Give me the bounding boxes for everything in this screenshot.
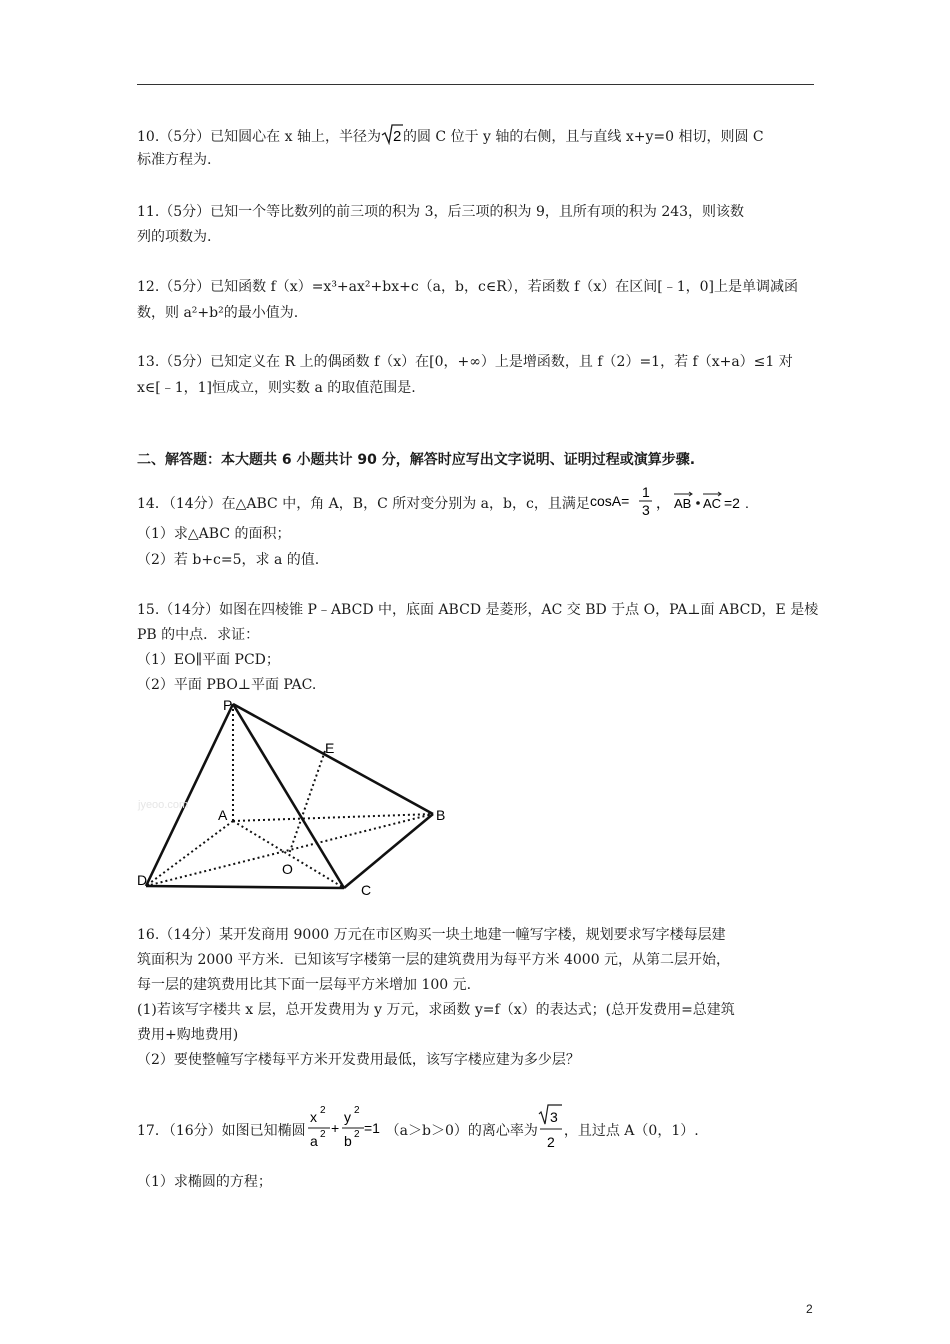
q11-line1: 11.（5分）已知一个等比数列的前三项的积为 3，后三项的积为 9，且所有项的积为 243，则该数 [137,204,745,220]
label-o: O [282,861,293,877]
watermark-text: jyeoo.com [138,799,189,811]
q13-line2: x∈[﹣1，1]恒成立，则实数 a 的取值范围是. [137,380,416,396]
frac-y: y [343,1109,351,1125]
q12-line1: 12.（5分）已知函数 f（x）=x³+ax²+bx+c（a，b，c∈R），若函数 f（x）在区间[﹣1，0]上是单调减函 [137,279,798,295]
frac-den: 3 [641,502,650,518]
label-d: D [137,872,148,888]
q10-text-b: 的圆 C 位于 y 轴的右侧，且与直线 x+y=0 相切，则圆 C [402,129,764,145]
sup-b: 2 [353,1129,360,1140]
q11-line2: 列的项数为. [137,229,212,245]
q15-line2: PB 的中点．求证： [137,627,260,643]
q14-text: 14．（14分）在△ABC 中，角 A，B，C 所对变分别为 a，b，c，且满足 [137,496,590,512]
frac-x: x [309,1109,317,1125]
header-rule [137,84,814,85]
q15-sub1: （1）EO∥平面 PCD； [137,652,280,668]
label-p: P [223,697,233,713]
q17-sub1: （1）求椭圆的方程； [137,1174,272,1190]
dot-rhs: =2 [723,495,740,511]
page-number: 2 [806,1302,813,1316]
vec-ac: AC [702,496,721,511]
cos-a-formula [590,484,760,524]
q15-sub2: （2）平面 PBO⊥平面 PAC. [137,677,317,693]
sup-a: 2 [319,1129,326,1140]
ellipse-formula [306,1102,386,1160]
svg-text:，: ， [655,495,670,511]
q10-text-a: 10.（5分）已知圆心在 x 轴上，半径为 [137,129,381,145]
q15-line1: 15.（14分）如图在四棱锥 P﹣ABCD 中，底面 ABCD 是菱形，AC 交 BD 于点 O，PA⊥面 ABCD，E 是棱 [137,602,819,618]
den-two: 2 [546,1134,555,1150]
q17-prefix: 17．（16分）如图已知椭圆 [137,1123,306,1139]
sqrt-two-value: 2 [392,128,402,145]
label-e: E [325,740,335,756]
sup-y: 2 [353,1105,360,1116]
frac-a: a [309,1133,318,1149]
eccentricity-formula [538,1102,564,1160]
eq-one: =1 [363,1120,380,1136]
q17-cond: （a＞b＞0）的离心率为 [385,1123,538,1139]
cos-label: cosA= [589,493,630,509]
label-a: A [218,807,228,823]
q16-sub2: （2）要使整幢写字楼每平方米开发费用最低，该写字楼应建为多少层？ [137,1052,580,1068]
sqrt-two [381,123,403,151]
pyramid-figure [134,696,464,905]
svg-text:.: . [744,495,749,511]
q12-line2: 数，则 a²+b²的最小值为. [137,305,299,321]
q14-sub2: （2）若 b+c=5，求 a 的值. [137,552,320,568]
q16-sub1b: 费用+购地费用) [137,1027,239,1043]
vec-ab: AB [673,496,692,511]
label-b: B [436,807,446,823]
q10-line2: 标准方程为. [137,152,212,168]
frac-b: b [343,1133,352,1149]
frac-num: 1 [641,484,650,500]
q16-sub1a: (1)若该写字楼共 x 层，总开发费用为 y 万元，求函数 y=f（x）的表达式；(总开发费用=总建筑 [137,1002,735,1018]
q13-line1: 13.（5分）已知定义在 R 上的偶函数 f（x）在[0，+∞）上是增函数，且 f（2）=1，若 f（x+a）≤1 对 [137,354,793,370]
q16-line3: 每一层的建筑费用比其下面一层每平方米增加 100 元. [137,977,472,993]
sup-x: 2 [319,1105,326,1116]
q10-line1 [137,123,764,151]
svg-text:+: + [330,1120,339,1136]
q17-suffix: ，且过点 A（0，1）. [563,1123,699,1139]
q14-line1 [137,484,760,524]
q16-line2: 筑面积为 2000 平方米．已知该写字楼第一层的建筑费用为每平方米 4000 元，从第二层开始， [137,952,731,968]
sqrt-three: 3 [549,1109,558,1125]
label-c: C [361,882,372,898]
q16-line1: 16.（14分）某开发商用 9000 万元在市区购买一块土地建一幢写字楼，规划要求写字楼每层建 [137,927,726,943]
q17-line1 [137,1102,699,1160]
section-2-heading: 二、解答题：本大题共 6 小题共计 90 分，解答时应写出文字说明、证明过程或演算步骤. [137,452,696,468]
q14-sub1: （1）求△ABC 的面积； [137,526,291,542]
